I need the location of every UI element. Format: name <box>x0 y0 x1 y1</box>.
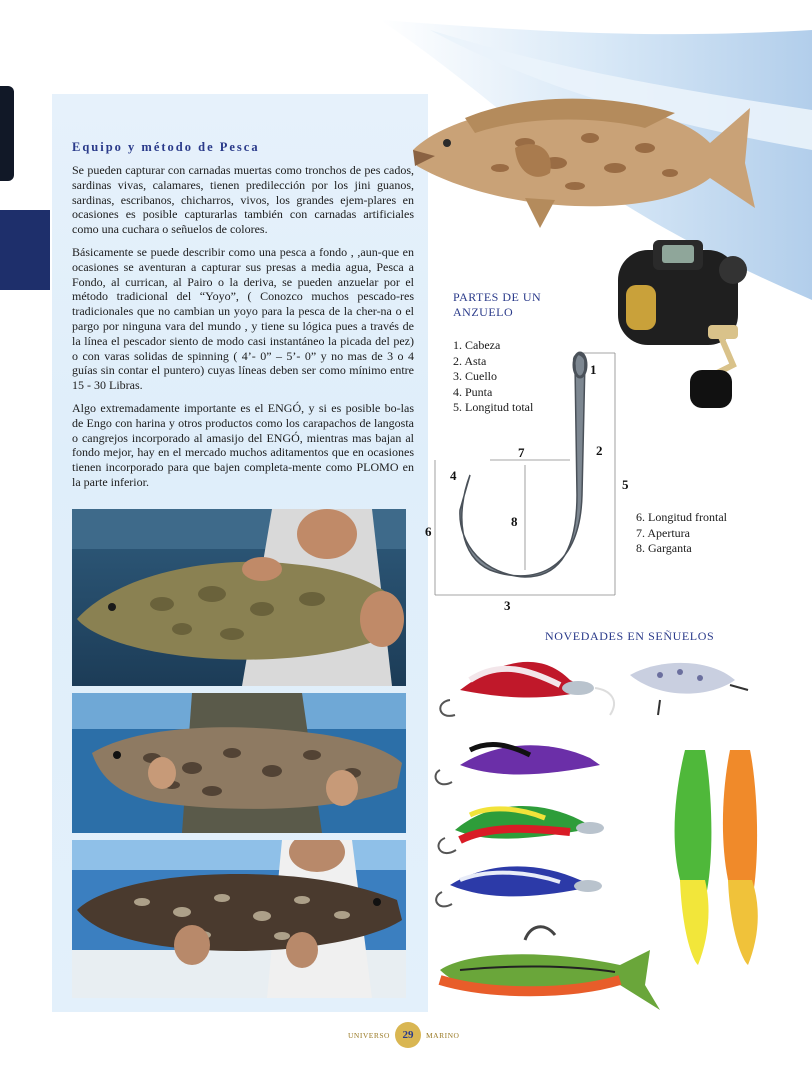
hook-label-3: 3 <box>504 598 511 613</box>
hook-part-item: 7. Apertura <box>636 525 690 540</box>
hook-label-1: 1 <box>590 362 597 377</box>
hook-part-item: 1. Cabeza <box>453 338 501 352</box>
photo-grouper-1 <box>72 509 406 686</box>
hook-part-item: 3. Cuello <box>453 369 497 383</box>
photo-grouper-2 <box>72 693 406 833</box>
hook-part-item: 4. Punta <box>453 384 493 399</box>
hook-part-item: 6. Longitud frontal <box>636 510 727 524</box>
hook-label-8: 8 <box>511 514 518 529</box>
hook-label-7: 7 <box>518 445 525 460</box>
hook-label-4: 4 <box>450 468 457 483</box>
left-edge-strip <box>0 86 14 181</box>
article-paragraph-1: Se pueden capturar con carnadas muertas como tronchos de pes cados, sardinas vivas, calamares, tienen predilección por los jini guanos, sardinas, escribanos, chicharros, vivos, los grandes ejem-plares en ocasiones es posible capturarlas también con carnadas artificiales como una cuchara o señuelos de colores. <box>72 163 414 237</box>
hook-label-2: 2 <box>596 443 603 458</box>
grouper-illustration <box>405 88 757 233</box>
hook-parts-title: PARTES DE UN ANZUELO <box>453 290 542 319</box>
lures-title: NOVEDADES EN SEÑUELOS <box>545 629 715 643</box>
hook-part-item: 8. Garganta <box>636 541 692 555</box>
left-edge-band <box>0 210 50 290</box>
footer-brand-left: UNIVERSO <box>348 1031 390 1040</box>
article <box>72 140 414 498</box>
article-paragraph-2: Básicamente se puede describir como una pesca a fondo , ,aun-que en ocasiones se aventuran a capturar sus presas a media agua, Pesca a Fondo, al currican, al Pairo o la deriva, se pueden anzuelar por el método tradicional del “Yoyo”, ( Conozco muchos pescado-res tradicionales que no cambian un yoyo para la pesca de la cher-na o el pargo por ninguna vara del mundo , y tiene su lógica pues a través de la línea el pescador siento de modo casi instantáneo la picada del pez) o con varas solidas de spinning ( 4’- 0” – 5’- 0” y no mas de 3 o 4 guías sin contar el puntero) cuyas líneas deben ser como mínimo entre 15 - 30 Libras. <box>72 244 414 393</box>
hook-label-6: 6 <box>425 524 432 539</box>
hook-part-item: 5. Longitud total <box>453 400 534 414</box>
photo-grouper-3 <box>72 840 406 998</box>
hook-parts-list-secondary <box>636 510 727 557</box>
page-number: 29 <box>395 1022 421 1048</box>
article-paragraph-3: Algo extremadamente importante es el ENGÓ, y si es posible bo-las de Engo con harina y otros productos como los carapachos de langosta o cangrejos incorporado al amasijo del ENGÓ, mientras mas bajan al fondo mejor, hay en el mercado muchos aditamentos que en ocasiones tienen incorporado para que bajen completa-mente como PLOMO en la parte inferior. <box>72 400 414 489</box>
page-footer <box>340 1018 480 1058</box>
hook-diagram <box>430 345 630 605</box>
hook-part-item: 2. Asta <box>453 353 487 368</box>
hook-label-5: 5 <box>622 477 629 492</box>
article-title: Equipo y método de Pesca <box>72 140 260 154</box>
footer-brand-right: MARINO <box>426 1031 460 1040</box>
electric-reel-image <box>608 230 758 415</box>
lures-image <box>430 640 780 1020</box>
